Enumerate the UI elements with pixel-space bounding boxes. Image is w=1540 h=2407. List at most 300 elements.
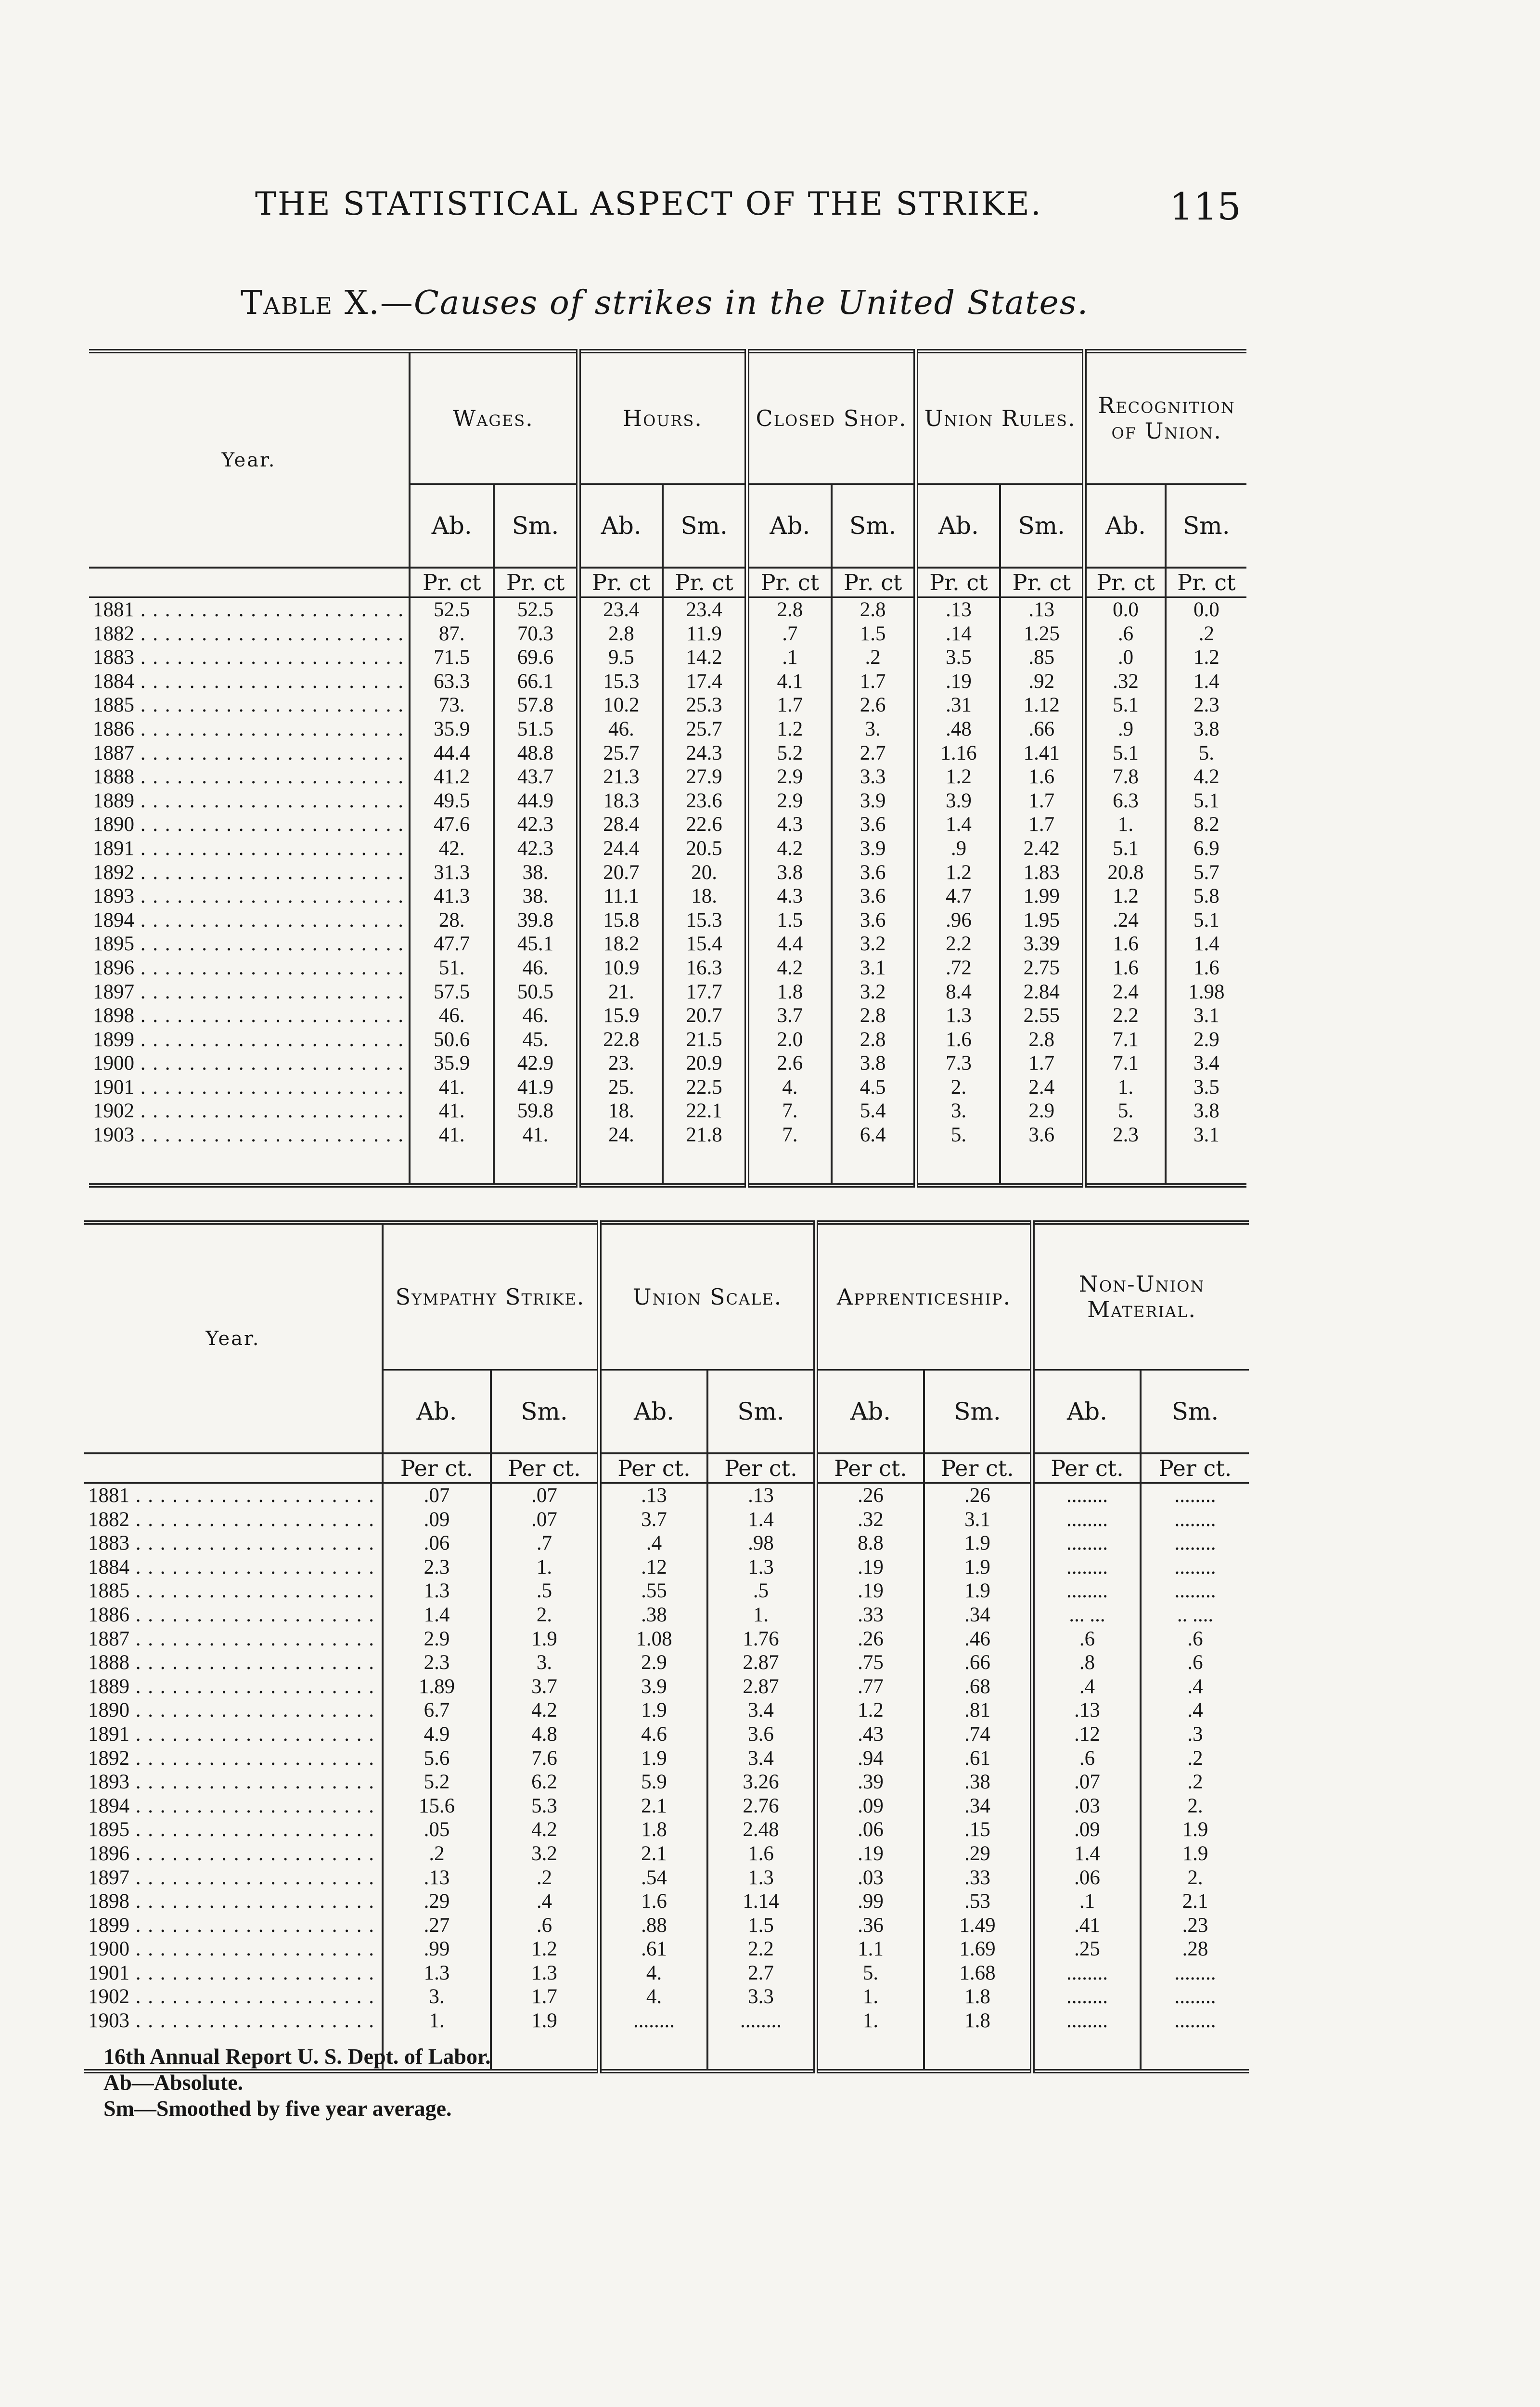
value-cell: 2.3 (383, 1555, 491, 1579)
value-cell: 3.6 (832, 813, 916, 837)
value-cell: 20.7 (578, 861, 663, 885)
value-cell: .92 (1000, 670, 1084, 694)
year-cell: 1888 . . . (89, 765, 410, 789)
value-cell: 1.4 (916, 813, 1000, 837)
value-cell: 18. (663, 884, 747, 908)
value-cell: 6.7 (383, 1698, 491, 1722)
value-cell: ........ (1141, 2009, 1249, 2033)
value-cell: 3.6 (832, 861, 916, 885)
value-cell: 2.87 (707, 1675, 816, 1699)
gap-cell (1141, 2033, 1249, 2071)
value-cell: .6 (1032, 1747, 1141, 1771)
value-cell: 42. (410, 837, 494, 861)
value-cell: .72 (916, 956, 1000, 980)
value-cell: 1.12 (1000, 693, 1084, 717)
value-cell: 25.7 (578, 741, 663, 765)
table-row (89, 1099, 1246, 1123)
recognition-ab-header: Ab. (1084, 484, 1165, 568)
value-cell: 1.89 (383, 1675, 491, 1699)
value-cell: 2.8 (832, 1004, 916, 1028)
value-cell: 2.75 (1000, 956, 1084, 980)
value-cell: 45.1 (494, 932, 578, 956)
value-cell: .06 (383, 1531, 491, 1555)
page-number: 115 (1169, 185, 1241, 229)
value-cell: 20.5 (663, 837, 747, 861)
gap-cell (832, 1147, 916, 1186)
unit-cell-blank (84, 1453, 383, 1483)
value-cell: 47.7 (410, 932, 494, 956)
gap-cell (663, 1147, 747, 1186)
value-cell: .38 (924, 1770, 1032, 1794)
value-cell: .. .... (1141, 1603, 1249, 1627)
value-cell: .3 (1141, 1722, 1249, 1747)
value-cell: 0.0 (1084, 597, 1165, 622)
table-row (84, 1842, 1249, 1866)
value-cell: 4.2 (1166, 765, 1246, 789)
value-cell: 20.7 (663, 1004, 747, 1028)
table-row (84, 1961, 1249, 1985)
group-header-apprenticeship: Apprenticeship. (816, 1223, 1032, 1370)
unit-label: Per ct. (1032, 1453, 1141, 1483)
value-cell: ........ (1032, 1985, 1141, 2009)
value-cell: 42.9 (494, 1051, 578, 1075)
table-row (84, 1508, 1249, 1532)
closed-shop-ab-header: Ab. (747, 484, 831, 568)
value-cell: 5.4 (832, 1099, 916, 1123)
value-cell: 1.6 (1084, 932, 1165, 956)
table-row (89, 932, 1246, 956)
value-cell: 41.9 (494, 1075, 578, 1100)
value-cell: 3.8 (832, 1051, 916, 1075)
value-cell: 1.8 (924, 2009, 1032, 2033)
table-row (84, 2009, 1249, 2033)
table-row (84, 1603, 1249, 1627)
apprenticeship-sm-header: Sm. (924, 1370, 1032, 1454)
table-row (89, 693, 1246, 717)
year-column-header: Year. (89, 351, 410, 568)
table-row (89, 646, 1246, 670)
value-cell: .55 (599, 1579, 707, 1603)
value-cell: ........ (1032, 1961, 1141, 1985)
value-cell: 2. (491, 1603, 599, 1627)
unit-label: Per ct. (491, 1453, 599, 1483)
value-cell: .29 (383, 1889, 491, 1914)
value-cell: 22.6 (663, 813, 747, 837)
value-cell: 4.4 (747, 932, 831, 956)
gap-cell (1166, 1147, 1246, 1186)
value-cell: 1.68 (924, 1961, 1032, 1985)
value-cell: 1.7 (491, 1985, 599, 2009)
value-cell: 3.26 (707, 1770, 816, 1794)
value-cell: 2.4 (1000, 1075, 1084, 1100)
value-cell: 45. (494, 1028, 578, 1052)
year-cell: 1902 . . . (84, 1985, 383, 2009)
year-cell: 1893 . . . (84, 1770, 383, 1794)
value-cell: 2.76 (707, 1794, 816, 1818)
table-row (89, 765, 1246, 789)
value-cell: .68 (924, 1675, 1032, 1699)
value-cell: 22.8 (578, 1028, 663, 1052)
value-cell: 3.6 (832, 884, 916, 908)
value-cell: .29 (924, 1842, 1032, 1866)
value-cell: 73. (410, 693, 494, 717)
value-cell: 1.6 (707, 1842, 816, 1866)
value-cell: 6.2 (491, 1770, 599, 1794)
value-cell: 1. (383, 2009, 491, 2033)
gap-cell (578, 1147, 663, 1186)
value-cell: 1.95 (1000, 908, 1084, 932)
value-cell: 41. (494, 1123, 578, 1147)
year-cell: 1887 . . . (89, 741, 410, 765)
value-cell: 1.9 (491, 2009, 599, 2033)
value-cell: 43.7 (494, 765, 578, 789)
value-cell: 1.9 (491, 1627, 599, 1651)
footnote-smoothed: Sm—Smoothed by five year average. (103, 2096, 452, 2121)
value-cell: 2.87 (707, 1651, 816, 1675)
value-cell: 1.98 (1166, 980, 1246, 1004)
value-cell: .99 (383, 1937, 491, 1961)
value-cell: .39 (816, 1770, 924, 1794)
value-cell: ........ (1141, 1579, 1249, 1603)
year-cell: 1882 . . . (89, 622, 410, 646)
year-cell: 1898 . . . (89, 1004, 410, 1028)
table-row (84, 1555, 1249, 1579)
value-cell: 3.9 (832, 789, 916, 813)
value-cell: 2.1 (599, 1842, 707, 1866)
table-row (89, 717, 1246, 741)
value-cell: 1.9 (599, 1698, 707, 1722)
group-header-non-union-material: Non-Union Material. (1032, 1223, 1249, 1370)
value-cell: 28.4 (578, 813, 663, 837)
value-cell: 1.8 (599, 1818, 707, 1842)
value-cell: 1. (816, 2009, 924, 2033)
value-cell: 71.5 (410, 646, 494, 670)
value-cell: 18.3 (578, 789, 663, 813)
value-cell: .75 (816, 1651, 924, 1675)
value-cell: 15.8 (578, 908, 663, 932)
value-cell: 51. (410, 956, 494, 980)
unit-label: Pr. ct (494, 568, 578, 597)
value-cell: 3. (491, 1651, 599, 1675)
value-cell: .81 (924, 1698, 1032, 1722)
value-cell: 4.3 (747, 813, 831, 837)
causes-table-part-1 (89, 349, 1246, 1188)
table-row (84, 1818, 1249, 1842)
value-cell: 2.8 (1000, 1028, 1084, 1052)
value-cell: 2.6 (747, 1051, 831, 1075)
value-cell: 21.5 (663, 1028, 747, 1052)
value-cell: 2. (916, 1075, 1000, 1100)
unit-label: Per ct. (816, 1453, 924, 1483)
value-cell: 5.6 (383, 1747, 491, 1771)
page-header (0, 185, 1540, 238)
unit-label: Pr. ct (832, 568, 916, 597)
hours-ab-header: Ab. (578, 484, 663, 568)
year-cell: 1885 . . . (84, 1579, 383, 1603)
value-cell: 1.2 (491, 1937, 599, 1961)
value-cell: 3.9 (599, 1675, 707, 1699)
gap-cell (707, 2033, 816, 2071)
value-cell: 50.5 (494, 980, 578, 1004)
value-cell: 2.3 (383, 1651, 491, 1675)
value-cell: .2 (1141, 1770, 1249, 1794)
value-cell: 2.9 (747, 789, 831, 813)
value-cell: .26 (924, 1483, 1032, 1508)
group-header-hours: Hours. (578, 351, 747, 484)
value-cell: 23.4 (663, 597, 747, 622)
value-cell: 4.7 (916, 884, 1000, 908)
value-cell: 1.76 (707, 1627, 816, 1651)
value-cell: 42.3 (494, 837, 578, 861)
table-row (84, 1579, 1249, 1603)
group-header-recognition-of-union: Recognition of Union. (1084, 351, 1246, 484)
value-cell: .27 (383, 1914, 491, 1938)
wages-sm-header: Sm. (494, 484, 578, 568)
value-cell: 46. (494, 1004, 578, 1028)
unit-label: Pr. ct (1084, 568, 1165, 597)
value-cell: 1.4 (707, 1508, 816, 1532)
value-cell: 2.1 (1141, 1889, 1249, 1914)
value-cell: 1. (707, 1603, 816, 1627)
value-cell: .66 (1000, 717, 1084, 741)
value-cell: 1.5 (707, 1914, 816, 1938)
value-cell: .32 (1084, 670, 1165, 694)
value-cell: 1.1 (816, 1937, 924, 1961)
value-cell: 7.1 (1084, 1051, 1165, 1075)
value-cell: 1.3 (916, 1004, 1000, 1028)
value-cell: 51.5 (494, 717, 578, 741)
value-cell: 8.2 (1166, 813, 1246, 837)
value-cell: 23.6 (663, 789, 747, 813)
value-cell: ........ (1141, 1483, 1249, 1508)
value-cell: .5 (707, 1579, 816, 1603)
value-cell: 4. (747, 1075, 831, 1100)
value-cell: 18.2 (578, 932, 663, 956)
year-cell: 1898 . . . (84, 1889, 383, 1914)
table-row (89, 622, 1246, 646)
year-cell: 1900 . . . (84, 1937, 383, 1961)
value-cell: 66.1 (494, 670, 578, 694)
value-cell: 15.4 (663, 932, 747, 956)
table-row (84, 1985, 1249, 2009)
year-cell: 1900 . . . (89, 1051, 410, 1075)
value-cell: 3.7 (491, 1675, 599, 1699)
value-cell: .2 (1166, 622, 1246, 646)
value-cell: .13 (707, 1483, 816, 1508)
table-row (84, 1770, 1249, 1794)
unit-label: Per ct. (1141, 1453, 1249, 1483)
value-cell: .0 (1084, 646, 1165, 670)
union-rules-ab-header: Ab. (916, 484, 1000, 568)
value-cell: 1.6 (599, 1889, 707, 1914)
value-cell: .4 (1032, 1675, 1141, 1699)
value-cell: 69.6 (494, 646, 578, 670)
footnotes (103, 2044, 491, 2122)
value-cell: 7.8 (1084, 765, 1165, 789)
value-cell: 9.5 (578, 646, 663, 670)
value-cell: .99 (816, 1889, 924, 1914)
year-cell: 1891 . . . (84, 1722, 383, 1747)
value-cell: 1.2 (747, 717, 831, 741)
value-cell: 2.9 (383, 1627, 491, 1651)
value-cell: 22.1 (663, 1099, 747, 1123)
value-cell: 46. (410, 1004, 494, 1028)
value-cell: 3.6 (707, 1722, 816, 1747)
value-cell: .25 (1032, 1937, 1141, 1961)
value-cell: 57.8 (494, 693, 578, 717)
value-cell: .13 (599, 1483, 707, 1508)
footnote-source: 16th Annual Report U. S. Dept. of Labor. (103, 2044, 491, 2069)
value-cell: 5.9 (599, 1770, 707, 1794)
value-cell: .46 (924, 1627, 1032, 1651)
year-cell: 1896 . . . (89, 956, 410, 980)
table-row (84, 1747, 1249, 1771)
value-cell: .05 (383, 1818, 491, 1842)
value-cell: .09 (816, 1794, 924, 1818)
value-cell: .19 (816, 1842, 924, 1866)
value-cell: .33 (816, 1603, 924, 1627)
value-cell: 18. (578, 1099, 663, 1123)
group-header-union-scale: Union Scale. (599, 1223, 816, 1370)
value-cell: 1.2 (1166, 646, 1246, 670)
year-cell: 1894 . . . (84, 1794, 383, 1818)
value-cell: 1.9 (1141, 1842, 1249, 1866)
value-cell: ........ (1141, 1508, 1249, 1532)
value-cell: 1.9 (924, 1531, 1032, 1555)
table-row (84, 1889, 1249, 1914)
value-cell: ........ (1032, 1531, 1141, 1555)
footnote-absolute: Ab—Absolute. (103, 2070, 244, 2095)
value-cell: 2. (1141, 1794, 1249, 1818)
value-cell: .14 (916, 622, 1000, 646)
value-cell: 5. (916, 1123, 1000, 1147)
value-cell: 2.2 (1084, 1004, 1165, 1028)
value-cell: .38 (599, 1603, 707, 1627)
value-cell: .32 (816, 1508, 924, 1532)
value-cell: .6 (491, 1914, 599, 1938)
value-cell: 2.9 (599, 1651, 707, 1675)
value-cell: 3.3 (832, 765, 916, 789)
value-cell: .5 (491, 1579, 599, 1603)
value-cell: ........ (1032, 1579, 1141, 1603)
table-row (84, 1937, 1249, 1961)
value-cell: 1.3 (383, 1961, 491, 1985)
value-cell: 44.4 (410, 741, 494, 765)
value-cell: .66 (924, 1651, 1032, 1675)
value-cell: .12 (599, 1555, 707, 1579)
value-cell: 8.4 (916, 980, 1000, 1004)
value-cell: 1.9 (924, 1579, 1032, 1603)
value-cell: 1.4 (383, 1603, 491, 1627)
value-cell: 1. (816, 1985, 924, 2009)
year-cell: 1882 . . . (84, 1508, 383, 1532)
value-cell: 25.3 (663, 693, 747, 717)
value-cell: .19 (816, 1579, 924, 1603)
non-union-sm-header: Sm. (1141, 1370, 1249, 1454)
value-cell: .7 (491, 1531, 599, 1555)
value-cell: 1.8 (747, 980, 831, 1004)
table-row (84, 1698, 1249, 1722)
table-row (84, 1866, 1249, 1890)
value-cell: 28. (410, 908, 494, 932)
value-cell: .09 (1032, 1818, 1141, 1842)
union-scale-ab-header: Ab. (599, 1370, 707, 1454)
value-cell: 2.3 (1166, 693, 1246, 717)
value-cell: 21.3 (578, 765, 663, 789)
value-cell: .19 (816, 1555, 924, 1579)
value-cell: 1.4 (1032, 1842, 1141, 1866)
value-cell: .24 (1084, 908, 1165, 932)
value-cell: .54 (599, 1866, 707, 1890)
value-cell: .6 (1141, 1627, 1249, 1651)
year-cell: 1884 . . . (84, 1555, 383, 1579)
value-cell: 4.1 (747, 670, 831, 694)
value-cell: .43 (816, 1722, 924, 1747)
value-cell: 35.9 (410, 1051, 494, 1075)
value-cell: 1. (1084, 1075, 1165, 1100)
value-cell: 2. (1141, 1866, 1249, 1890)
value-cell: 14.2 (663, 646, 747, 670)
gap-cell (747, 1147, 831, 1186)
value-cell: 24. (578, 1123, 663, 1147)
value-cell: 20.8 (1084, 861, 1165, 885)
table-row (89, 597, 1246, 622)
group-header-sympathy-strike: Sympathy Strike. (383, 1223, 599, 1370)
table-row (89, 1123, 1246, 1147)
value-cell: 8.8 (816, 1531, 924, 1555)
value-cell: 41.2 (410, 765, 494, 789)
value-cell: 46. (578, 717, 663, 741)
value-cell: 1.14 (707, 1889, 816, 1914)
year-column-header: Year. (84, 1223, 383, 1454)
value-cell: 47.6 (410, 813, 494, 837)
value-cell: .03 (1032, 1794, 1141, 1818)
value-cell: 4.2 (491, 1818, 599, 1842)
value-cell: 3.4 (707, 1747, 816, 1771)
value-cell: 49.5 (410, 789, 494, 813)
value-cell: 87. (410, 622, 494, 646)
value-cell: 38. (494, 884, 578, 908)
value-cell: 2.4 (1084, 980, 1165, 1004)
gap-cell (816, 2033, 924, 2071)
value-cell: .26 (816, 1483, 924, 1508)
recognition-sm-header: Sm. (1166, 484, 1246, 568)
year-cell: 1902 . . . (89, 1099, 410, 1123)
value-cell: 3.4 (1166, 1051, 1246, 1075)
unit-label: Pr. ct (1000, 568, 1084, 597)
value-cell: 17.4 (663, 670, 747, 694)
year-cell: 1897 . . . (89, 980, 410, 1004)
gap-cell (599, 2033, 707, 2071)
value-cell: 52.5 (494, 597, 578, 622)
unit-label: Per ct. (707, 1453, 816, 1483)
year-cell: 1883 . . . (89, 646, 410, 670)
value-cell: .33 (924, 1866, 1032, 1890)
value-cell: 6.3 (1084, 789, 1165, 813)
value-cell: 3.5 (1166, 1075, 1246, 1100)
year-cell: 1881 . . . (84, 1483, 383, 1508)
value-cell: .4 (1141, 1675, 1249, 1699)
value-cell: .07 (491, 1483, 599, 1508)
value-cell: .1 (1032, 1889, 1141, 1914)
value-cell: 2.6 (832, 693, 916, 717)
year-cell: 1899 . . . (84, 1914, 383, 1938)
year-cell: 1892 . . . (84, 1747, 383, 1771)
table-row (89, 1051, 1246, 1075)
value-cell: 3.1 (1166, 1123, 1246, 1147)
value-cell: .07 (491, 1508, 599, 1532)
value-cell: 1.25 (1000, 622, 1084, 646)
